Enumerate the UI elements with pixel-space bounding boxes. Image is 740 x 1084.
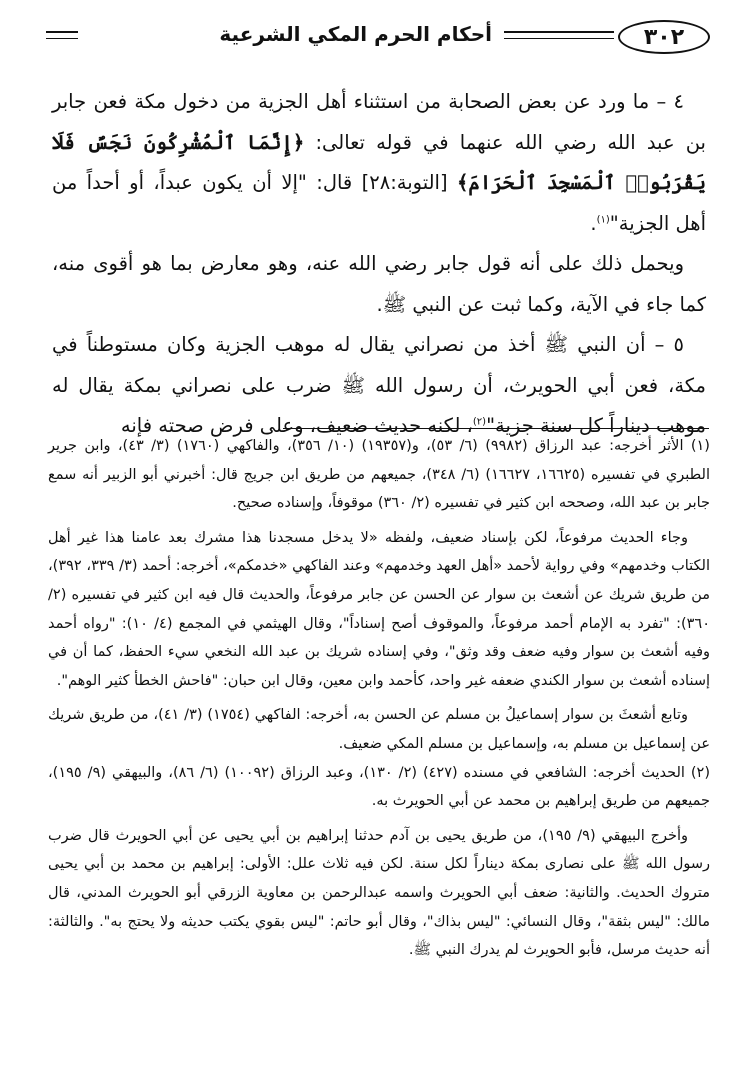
- running-header: [46, 18, 710, 58]
- paragraph-commentary: ويحمل ذلك على أنه قول جابر رضي الله عنه، وهو معارض بما هو أقوى منه، كما جاء في الآية، وكما ثبت عن النبي ﷺ.: [52, 252, 706, 316]
- footnote-1-continuation: وجاء الحديث مرفوعاً، لكن بإسناد ضعيف، ولفظه «لا يدخل مسجدنا هذا مشرك بعد عامنا هذا غير أهل الكتاب وخدمهم» وفي رواية لأحمد «أهل العهد وخدمهم» وعند الفاكهي «خدمكم»، أخرجه: أحمد (٣/ ٣٣٩، ٣٩٢)، من طريق شريك عن أشعث بن سوار عن الحسن عن جابر مرفوعاً، والحديث قال فيه ابن كثير في تفسيره (٢/ ٣٦٠): "تفرد به الإمام أحمد مرفوعاً، والموقوف أصح إسناداً"، وقال الهيثمي في المجمع (٤/ ١٠): "رواه أحمد وفيه أشعث بن سوار وفيه ضعف وقد وثق"، وفي إسناده شريك بن عبد الله النخعي سيء الحفظ، كما أن في إسناده أشعث بن سوار الكندي ضعفه غير واحد، كأحمد وابن معين، وقال ابن حبان: "فاحش الخطأ كثير الوهم".: [48, 529, 711, 689]
- main-text: [52, 82, 706, 447]
- header-rule-right: [504, 31, 614, 33]
- footnotes: [48, 432, 710, 965]
- text-run: [التوبة:٢٨] قال: "إلا أن يكون عبداً، أو أحداً من أهل الجزية": [52, 171, 706, 235]
- footnote-2: (٢) الحديث أخرجه: الشافعي في مسنده (٤٢٧) (٢/ ١٣٠)، وعبد الرزاق (١٠٠٩٢) (٦/ ٨٦)، والبيهقي (٩/ ١٩٥)، جميعهم من طريق إبراهيم بن محمد عن أبي الحويرث به.: [48, 764, 710, 810]
- text-run: ٤ – ما ورد عن بعض الصحابة من استثناء أهل الجزية من دخول مكة فعن جابر بن عبد الله رضي الله عنهما في قوله تعالى:: [52, 90, 706, 154]
- header-rule-right-thin: [504, 38, 614, 39]
- paragraph-point-4: [52, 82, 706, 244]
- text-run: ٥ – أن النبي ﷺ أخذ من نصراني يقال له موهب الجزية وكان مستوطناً في مكة، فعن أبي الحويرث، أن رسول الله ﷺ ضرب على نصراني بمكة يقال له موهب ديناراً كل سنة جزية": [52, 333, 706, 437]
- quran-verse: ﴿إِنَّمَا ٱلْمُشْرِكُونَ نَجَسٌ فَلَا يَقْرَبُوا۟ ٱلْمَسْجِدَ ٱلْحَرَامَ﴾: [52, 130, 706, 194]
- footnote-2-continuation: وأخرج البيهقي (٩/ ١٩٥)، من طريق يحيى بن آدم حدثنا إبراهيم بن أبي يحيى عن أبي الحويرث قال ضرب رسول الله ﷺ على نصارى بمكة ديناراً لكل سنة. لكن فيه ثلاث علل: الأولى: إبراهيم بن محمد بن أبي يحيى متروك الحديث. والثانية: ضعف أبي الحويرث واسمه عبدالرحمن بن معاوية الزرقي أبو الحويرث المدني، قال مالك: "ليس بثقة"، وقال النسائي: "ليس بذاك"، وقال أبو حاتم: "ليس بقوي يكتب حديثه ولا يحتج به". والثالثة: أنه حديث مرسل، فأبو الحويرث لم يدرك النبي ﷺ.: [48, 827, 710, 959]
- running-title: أحكام الحرم المكي الشرعية: [213, 22, 498, 46]
- page-number: ٣٠٢: [618, 20, 710, 54]
- header-rule-left: [46, 31, 78, 33]
- footnote-1-continuation: وتابع أشعثَ بن سوار إسماعيلُ بن مسلم عن الحسن به، أخرجه: الفاكهي (١٧٥٤) (٣/ ٤١)، من طريق شريك عن إسماعيل بن مسلم به، وإسماعيل بن مسلم المكي ضعيف.: [48, 707, 710, 752]
- text-run: ، لكنه حديث ضعيف، وعلى فرض صحته فإنه: [120, 414, 473, 437]
- text-run: .: [590, 211, 597, 235]
- footnote-1: (١) الأثر أخرجه: عبد الرزاق (٩٩٨٢) (٦/ ٥٣)، و(١٩٣٥٧) (١٠/ ٣٥٦)، والفاكهي (١٧٦٠) (٣/ ٤٣)، وابن جرير الطبري في تفسيره (١٦٦٢٥، ١٦٦٢٧) (٦/ ٣٤٨)، جميعهم من طريق ابن جريج قال: أخبرني أبو الزبير أنه سمع جابر بن عبد الله، وصححه ابن كثير في تفسيره (٢/ ٣٦٠) موقوفاً، وإسناده صحيح.: [48, 438, 710, 512]
- footnote-ref-1[interactable]: (١): [596, 214, 610, 225]
- footnote-separator: [283, 428, 709, 429]
- header-rule-left-thin: [46, 38, 78, 39]
- footnote-ref-2[interactable]: (٢): [472, 416, 487, 428]
